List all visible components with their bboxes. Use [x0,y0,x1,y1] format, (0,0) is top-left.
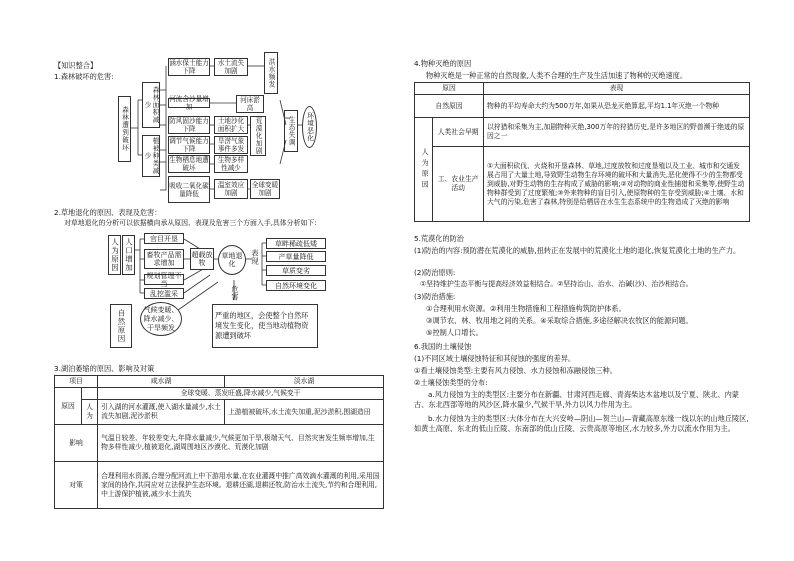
forest-result-6: 温室效应加剧 [214,179,248,199]
erosion-water-type: b.水力侵蚀为主的类型区:大体分布在大兴安岭—阴山—贺兰山—青藏高原东缘一线以东的山地丘陵区,如黄土高原、东北的低山丘陵、东南部的低山丘陵、云贵高原等地区,水力较多,外力以流水作用为主。 [414,414,749,433]
knowledge-heading: 【知识整合】 [54,61,98,70]
forest-result-5: 生物多样性减少 [214,155,248,173]
erosion-line-3: ②土壤侵蚀类型的分布: [414,378,488,387]
species-industry-label: 工、农业生产活动 [433,147,484,222]
lake-measure-text: 合理利用水资源,合理分配河流上中下游用水量,在农业灌溉中推广高效滴水灌溉的利用,采用国家间的协作,共同应对立法保护生态环境。退耕还湖,退耕还牧,防治水土流失,节约和合理利用,中上游保护植被,减少水土流失 [98,462,384,509]
species-industry-text: ①大面积砍伐、火烧和开垦森林、草地,过度放牧和过度垦殖以及工业、城市和交通发展占用了大量土地,导致野生动物生存环境的破坏和大量消失,恶化使得不少的生物都受到威胁,对野生动物的生存构成了威胁的影响;②对动物的商业性捕猎和采集等,使野生动物种群受到了过度繁殖;③外来物种的盲目引入,使原物种的生存受到威胁;④土壤、水和大气的污染,危害了森林,特别是给栖居在水生生态系统中的生物造成了灭绝的影响 [484,147,750,222]
grass-cause-2: 畜牧产品需求增加 [144,249,184,269]
forest-mid-4: 调节气候能力下降 [169,137,209,153]
forest-root: 森林遭到破坏 [118,96,131,162]
vegetation-species-decrease: 植被种类减少 [143,137,159,175]
forest-result-7: 全球变暖加剧 [251,181,279,197]
grass-natural-1: 气候变暖、降水减少、干旱频发 [140,302,182,336]
lake-natural-reason: 全球变暖、蒸发旺盛,降水减少,气候变干 [98,388,384,400]
forest-mid-1: 涵水保土能力下降 [169,59,209,75]
species-human-label: 人为原因 [415,118,433,222]
section-lake-title: 3.湖泊萎缩的原因、影响及对策 [54,364,155,373]
species-natural-label: 自然原因 [415,95,484,118]
forest-mid-3: 防风固沙能力下降 [169,117,209,133]
grass-cause-3: 超载放牧 [190,248,214,270]
desert-principle-text: ①坚持维护生态平衡与提高经济效益相结合。②坚持治山、治水、治碱(沙)、治沙相结合。 [420,280,693,288]
section-species-title: 4.物种灭绝的原因 [414,59,472,68]
forest-result-4: 旱涝气象事件多发 [214,136,248,154]
grass-performance-4: 自然环境变化 [266,280,326,291]
desert-measure-1: ①合理利用水资源。②利用生物措施和工程措施构筑防护体系。 [426,304,626,313]
lake-impact-text: 气温日较差、年较差变大,年降水量减少,气候更加干旱,极端天气、目然灾害发生频率增加,生物多样性减少,植被退化,湖周围地区沙漠化、荒漠化加剧 [98,425,384,462]
section-grass-desc: 对草地退化的分析可以依据横向承从原因、表现及危害三个方面入手,具体分析如下: [64,219,317,227]
lake-header-salt: 咸水湖 [98,376,225,388]
grass-performance-label: 表现 [251,248,260,266]
forest-desertification: 荒漠化加剧 [250,116,266,156]
grass-performance-1: 草畔稀疏低矮 [266,238,326,249]
lake-human-salt: 引入湖的河水灌溉,使入湖水量减少,水土流失加剧,泥沙淤积 [98,400,225,425]
forest-flood: 洪水频发 [264,52,278,94]
forest-mid-2: 河流含沙量增加 [169,95,209,111]
erosion-line-1: (1)不同区域土壤侵蚀特征和其侵蚀的强度的差异。 [414,354,576,363]
erosion-line-2: ①看土壤侵蚀类型:主要有风力侵蚀、水力侵蚀和冻融侵蚀三种。 [414,366,617,375]
section-desert-title: 5.荒漠化的防治 [414,234,464,243]
desert-measure-title: (3)防治措施: [414,292,456,301]
grass-harm-text: 严重的地区，会使整个自然环境发生变化，使当地动植物资源遭到破坏 [212,304,318,348]
forest-result-3: 土地沙化面积扩大 [214,116,248,134]
forest-area-decrease: 森林面积减少 [142,82,160,128]
section-grass-title: 2.草地退化的原因、表现及危害： [54,208,162,217]
forest-result-1: 水土流失加剧 [214,58,248,76]
grass-population: 人口增加 [122,235,135,275]
lake-header-item: 项目 [55,376,98,388]
desert-measure-2: ③调节农、林、牧用地之间的关系。④采取综合措施,多途径解决农牧区的能源问题。 [426,316,693,325]
species-early-text: 以狩猎和采集为主,加剧物种灭绝,300万年的狩猎历史,是许多地区的野兽濒于绝迹的原因之一 [484,118,750,147]
lake-table [54,375,384,509]
species-early-label: 人类社会早期 [433,118,484,147]
desert-measure-3: ⑤控制人口增长。 [426,328,483,337]
lake-reason-label: 原因 [55,388,82,425]
species-natural-text: 物种的平均寿命大约为500万年,如果从恐龙灭绝算起,平均1.1年灭绝一个物种 [484,95,750,118]
grass-cause-4: 规划管理不当 [144,274,184,285]
grass-performance-2: 产草量降低 [266,251,326,262]
desert-content: (1)防治的内容:预防潜在荒漠化的威胁,扭转正在发展中的荒漠化土地的退化,恢复荒漠化土地的生产力。 [414,246,741,255]
section-erosion-title: 6.我国的土壤侵蚀 [414,342,472,351]
grass-cause-5: 乱挖滥采 [144,288,184,299]
species-header-reason: 原因 [415,83,484,95]
section-forest-title: 1.森林破坏的危害: [54,72,114,81]
forest-mid-5: 生物栖息地遭破坏 [169,156,209,172]
forest-ecology-imbalance: 生态失调 [284,110,298,152]
species-header-show: 表现 [484,83,750,95]
grass-human-cause: 人为原因 [108,235,121,275]
lake-header-fresh: 淡水湖 [225,376,384,388]
lake-measure-label: 对策 [55,462,98,509]
forest-result-2: 河床淤高 [236,95,264,113]
grass-harm-label: 危害 [231,284,240,302]
section-species-desc: 物种灭绝是一种正常的自然现象,人类不合理的生产及生活加速了物种的灭绝速度。 [426,71,688,80]
erosion-wind-type: a.风力侵蚀为主的类型区:主要分布在新疆、甘肃河西走廊、青海柴达木盆地以及宁夏、陕北、内蒙古、东北西部等地的风沙区,降水量少,气候干旱,外力以风力作用为主。 [414,390,739,409]
grass-core: 草地退化 [218,245,246,275]
forest-mid-6: 吸收二氧化碳量降低 [168,176,210,203]
grass-performance-3: 草质变劣 [266,265,326,276]
grass-natural-cause: 自然原因 [110,304,132,348]
forest-environment-worse: 环境恶化 [302,106,317,148]
lake-impact-label: 影响 [55,425,98,462]
lake-human-label: 人为 [82,400,98,425]
species-table [414,82,750,222]
desert-principle-title: (2)防治原则: [414,268,456,277]
grass-cause-1: 官目开垦 [144,233,184,244]
lake-human-fresh: 上游植被破坏,水土流失加重,泥沙淤积,围湖造田 [225,400,384,425]
